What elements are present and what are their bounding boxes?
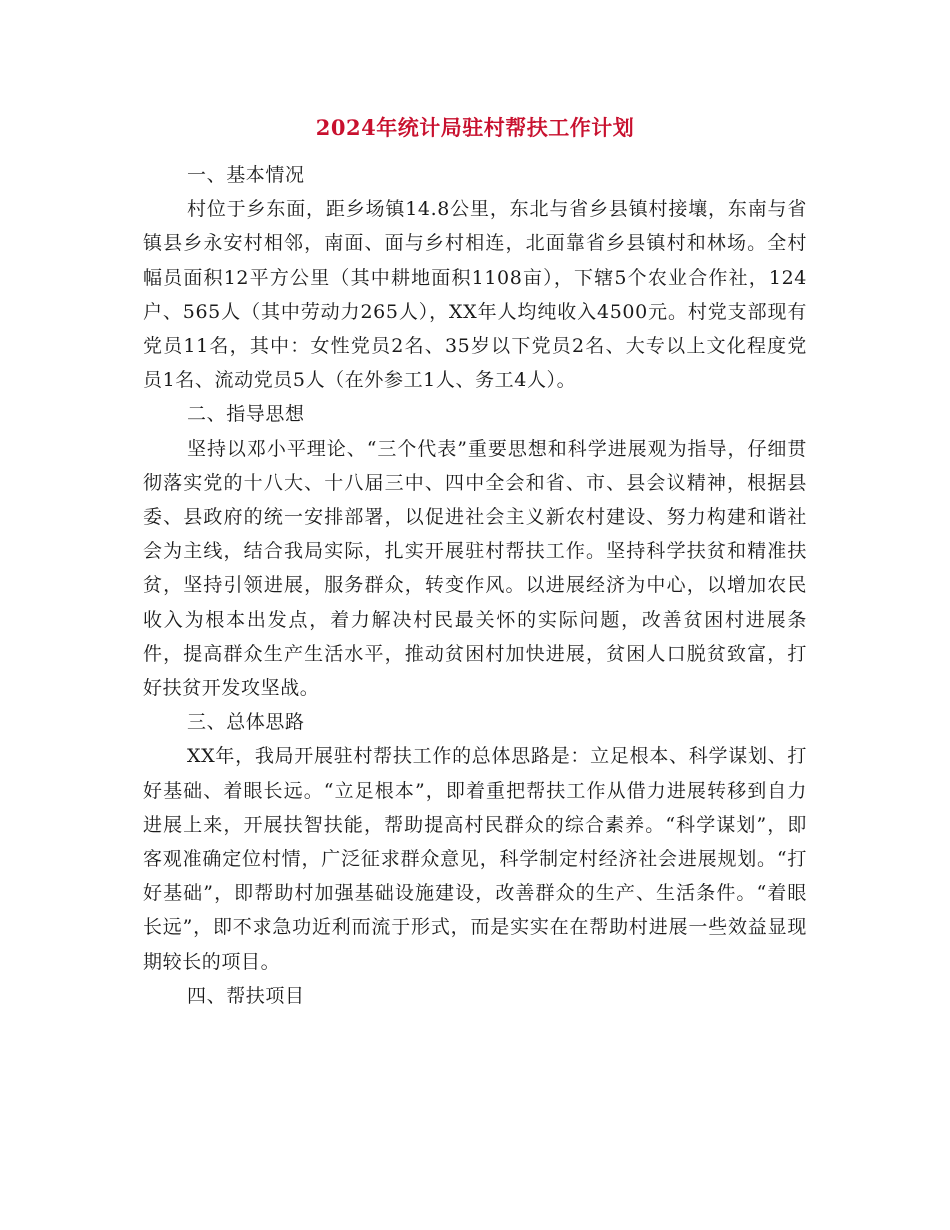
document-title: 2024年统计局驻村帮扶工作计划 <box>315 115 635 140</box>
section-heading-assistance-projects: 四、帮扶项目 <box>187 984 305 1007</box>
section-heading-overall-approach: 三、总体思路 <box>187 711 305 734</box>
document-body <box>143 158 807 1013</box>
section-paragraph-guiding-ideology: 坚持以邓小平理论、“三个代表”重要思想和科学进展观为指导，仔细贯彻落实党的十八大、十八届三中、四中全会和省、市、县会议精神，根据县委、县政府的统一安排部署，以促进社会主义新农村建设、努力构建和谐社会为主线，结合我局实际，扎实开展驻村帮扶工作。坚持科学扶贫和精准扶贫，坚持引领进展，服务群众，转变作风。以进展经济为中心，以增加农民收入为根本出发点，着力解决村民最关怀的实际问题，改善贫困村进展条件，提高群众生产生活水平，推动贫困村加快进展，贫困人口脱贫致富，打好扶贫开发攻坚战。 <box>143 437 807 700</box>
section-paragraph-overall-approach: XX年，我局开展驻村帮扶工作的总体思路是：立足根本、科学谋划、打好基础、着眼长远。“立足根本”，即着重把帮扶工作从借力进展转移到自力进展上来，开展扶智扶能，帮助提高村民群众的综合素养。“科学谋划”，即客观准确定位村情，广泛征求群众意见，科学制定村经济社会进展规划。“打好基础”，即帮助村加强基础设施建设，改善群众的生产、生活条件。“着眼长远”，即不求急功近利而流于形式，而是实实在在帮助村进展一些效益显现期较长的项目。 <box>143 745 807 973</box>
section-heading-basic-situation: 一、基本情况 <box>187 164 305 186</box>
section-heading-guiding-ideology: 二、指导思想 <box>187 403 305 426</box>
section-paragraph-basic-situation: 村位于乡东面，距乡场镇14.8公里，东北与省乡县镇村接壤，东南与省镇县乡永安村相邻，南面、面与乡村相连，北面靠省乡县镇村和林场。全村幅员面积12平方公里（其中耕地面积1108亩），下辖5个农业合作社，124户、565人（其中劳动力265人），XX年人均纯收入4500元。村党支部现有党员11名，其中：女性党员2名、35岁以下党员2名、大专以上文化程度党员1名、流动党员5人（在外参工1人、务工4人）。 <box>143 198 807 392</box>
